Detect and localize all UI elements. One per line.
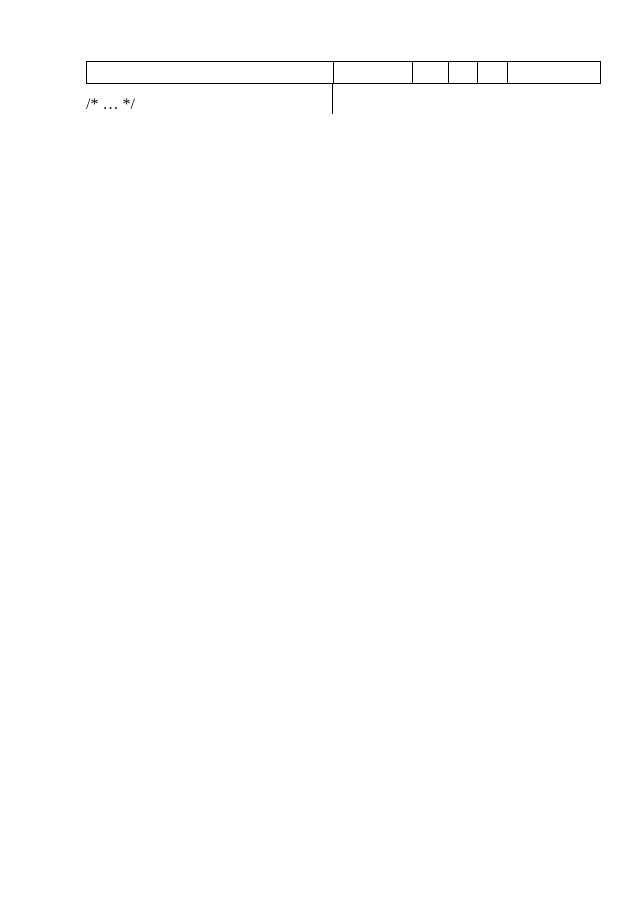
header-col-3 (412, 62, 448, 83)
header-col-2 (333, 62, 412, 83)
description-column-divider (332, 84, 333, 114)
header-col-6 (507, 62, 600, 83)
header-col-4 (448, 62, 478, 83)
table-body: /* … */ (86, 84, 601, 114)
budget-table (86, 61, 601, 114)
header-col-1 (87, 62, 333, 83)
table-header-row (86, 61, 601, 84)
header-col-5 (477, 62, 507, 83)
